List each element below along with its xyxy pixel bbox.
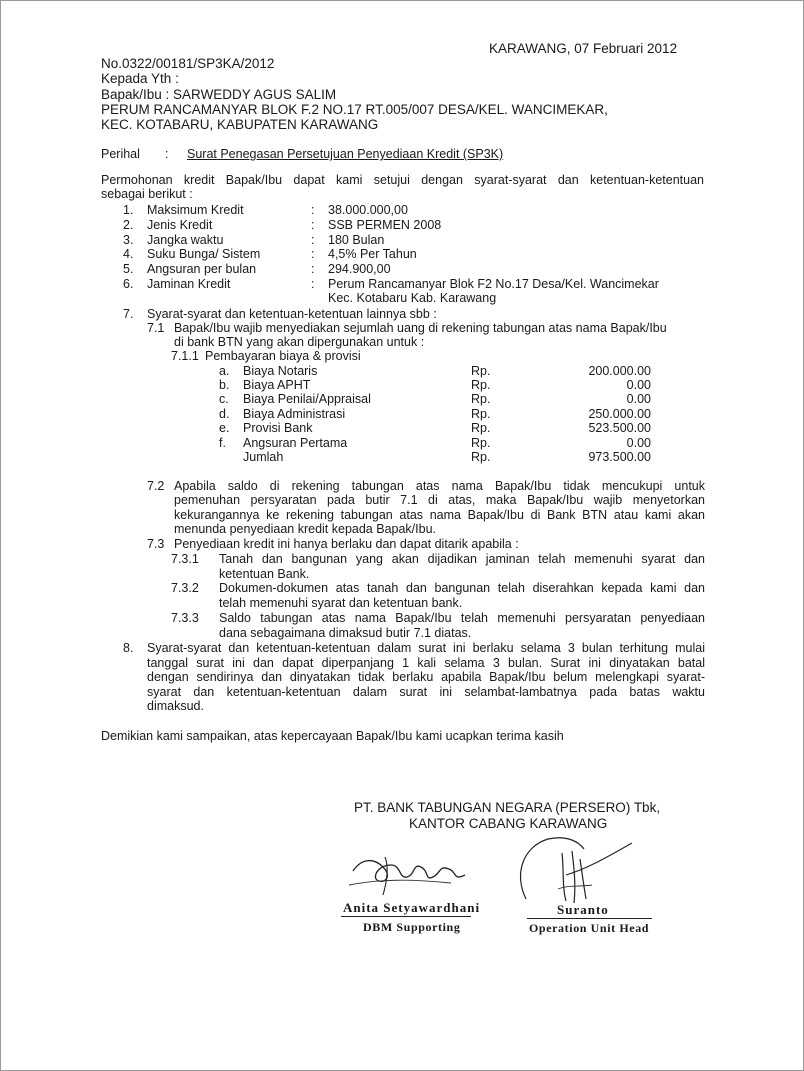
fee-letter: d. [219, 407, 230, 421]
item-number: 7. [123, 307, 134, 321]
fee-letter: c. [219, 392, 229, 406]
subsection-text: Pembayaran biaya & provisi [205, 349, 361, 363]
fee-currency: Rp. [471, 364, 491, 378]
fee-total-label: Jumlah [243, 450, 284, 464]
term-value: 4,5% Per Tahun [328, 247, 417, 261]
term-value: 180 Bulan [328, 233, 385, 247]
fee-amount: 0.00 [626, 378, 651, 392]
right-signatory-title: Operation Unit Head [529, 921, 650, 935]
fee-name: Biaya Administrasi [243, 407, 346, 421]
subsection-line: Dokumen-dokumen atas tanah dan bangunan telah diserahkan kepada kami dan [219, 581, 705, 595]
branch-name: KANTOR CABANG KARAWANG [409, 816, 608, 831]
term-value: SSB PERMEN 2008 [328, 218, 442, 232]
term-label: Suku Bunga/ Sistem [147, 247, 261, 261]
subsection-number: 7.3.2 [171, 581, 199, 595]
term-label: Jangka waktu [147, 233, 224, 247]
company-name: PT. BANK TABUNGAN NEGARA (PERSERO) Tbk, [354, 800, 661, 815]
subsection-line: dana sebagaimana dimaksud butir 7.1 diatas. [219, 626, 472, 640]
item-line: dengan sendirinya dan dinyatakan tidak berlaku apabila Bapak/Ibu belum melengkapi syarat- [147, 670, 705, 684]
term-value-continued: Kec. Kotabaru Kab. Karawang [328, 291, 497, 305]
term-label: Jenis Kredit [147, 218, 213, 232]
right-signatory-name: Suranto [557, 902, 609, 917]
recipient-line: Bapak/Ibu : SARWEDDY AGUS SALIM [101, 87, 337, 102]
section-line: menunda penyediaan kredit kepada Bapak/Ibu. [174, 522, 436, 536]
subject-colon: : [165, 147, 169, 161]
term-number: 4. [123, 247, 134, 261]
fee-currency: Rp. [471, 378, 491, 392]
fee-letter: f. [219, 436, 226, 450]
intro-line-1: Permohonan kredit Bapak/Ibu dapat kami setujui dengan syarat-syarat dan ketentuan-ketentuan [101, 173, 704, 187]
subject-label: Perihal [101, 147, 140, 161]
left-signatory-name: Anita Setyawardhani [343, 900, 481, 915]
section-line: Penyediaan kredit ini hanya berlaku dan dapat ditarik apabila : [174, 537, 519, 551]
address-line-2: KEC. KOTABARU, KABUPATEN KARAWANG [101, 117, 379, 132]
item-line: dimaksud. [147, 699, 204, 713]
term-value: 38.000.000,00 [328, 203, 408, 217]
left-signature-scribble [341, 841, 481, 901]
fee-name: Provisi Bank [243, 421, 313, 435]
term-label: Angsuran per bulan [147, 262, 257, 276]
section-line: Bapak/Ibu wajib menyediakan sejumlah uang di rekening tabungan atas nama Bapak/Ibu [174, 321, 667, 335]
item-line: tanggal surat ini dan dapat diperpanjang 1 kali selama 3 bulan. Surat ini dinyatakan batal [147, 656, 705, 670]
subsection-number: 7.3.1 [171, 552, 199, 566]
letter-number: No.0322/00181/SP3KA/2012 [101, 56, 275, 71]
term-colon: : [311, 247, 315, 261]
right-signature-line [527, 918, 652, 919]
term-number: 5. [123, 262, 134, 276]
fee-letter: a. [219, 364, 230, 378]
term-label: Maksimum Kredit [147, 203, 244, 217]
subsection-number: 7.1.1 [171, 349, 199, 363]
section-line: di bank BTN yang akan dipergunakan untuk : [174, 335, 425, 349]
term-colon: : [311, 277, 315, 291]
left-signatory-title: DBM Supporting [363, 920, 461, 934]
fee-amount: 0.00 [626, 392, 651, 406]
fee-currency: Rp. [471, 421, 491, 435]
address-line-1: PERUM RANCAMANYAR BLOK F.2 NO.17 RT.005/007 DESA/KEL. WANCIMEKAR, [101, 102, 608, 117]
fee-name: Biaya Notaris [243, 364, 318, 378]
left-signature-line [341, 916, 471, 917]
fee-total-currency: Rp. [471, 450, 491, 464]
section-number: 7.3 [147, 537, 165, 551]
subsection-line: Saldo tabungan atas nama Bapak/Ibu telah memenuhi persyaratan penyediaan [219, 611, 705, 625]
fee-name: Biaya APHT [243, 378, 311, 392]
section-number: 7.1 [147, 321, 165, 335]
subsection-number: 7.3.3 [171, 611, 199, 625]
fee-amount: 523.500.00 [588, 421, 651, 435]
fee-amount: 250.000.00 [588, 407, 651, 421]
intro-line-2: sebagai berikut : [101, 187, 193, 201]
section-number: 7.2 [147, 479, 165, 493]
to-label: Kepada Yth : [101, 71, 179, 86]
term-number: 3. [123, 233, 134, 247]
item-line: Syarat-syarat dan ketentuan-ketentuan dalam surat ini berlaku selama 3 bulan terhitung mulai [147, 641, 705, 655]
fee-currency: Rp. [471, 392, 491, 406]
fee-amount: 200.000.00 [588, 364, 651, 378]
section-line: Apabila saldo di rekening tabungan atas nama Bapak/Ibu tidak mencukupi untuk [174, 479, 705, 493]
term-colon: : [311, 218, 315, 232]
fee-name: Angsuran Pertama [243, 436, 348, 450]
term-number: 1. [123, 203, 134, 217]
term-label: Jaminan Kredit [147, 277, 231, 291]
fee-currency: Rp. [471, 436, 491, 450]
term-number: 2. [123, 218, 134, 232]
subsection-line: telah memenuhi syarat dan ketentuan bank. [219, 596, 463, 610]
fee-name: Biaya Penilai/Appraisal [243, 392, 371, 406]
term-value: 294.900,00 [328, 262, 391, 276]
section-line: pemenuhan persyaratan pada butir 7.1 di atas, maka Bapak/Ibu wajib menyetorkan [174, 493, 705, 507]
fee-currency: Rp. [471, 407, 491, 421]
subject-text: Surat Penegasan Persetujuan Penyediaan Kredit (SP3K) [187, 147, 504, 161]
item-line: syarat dan ketentuan-ketentuan dalam surat ini selambat-lambatnya pada batas waktu [147, 685, 705, 699]
subsection-line: Tanah dan bangunan yang akan dijadikan jaminan telah memenuhi syarat dan [219, 552, 705, 566]
section-line: kekurangannya ke rekening tabungan atas nama Bapak/Ibu di Bank BTN atau kami akan [174, 508, 705, 522]
place-date: KARAWANG, 07 Februari 2012 [489, 41, 678, 56]
term-colon: : [311, 203, 315, 217]
fee-letter: b. [219, 378, 230, 392]
term-value: Perum Rancamanyar Blok F2 No.17 Desa/Kel. Wancimekar [328, 277, 659, 291]
term-number: 6. [123, 277, 134, 291]
closing-sentence: Demikian kami sampaikan, atas kepercayaan Bapak/Ibu kami ucapkan terima kasih [101, 729, 564, 743]
fee-amount: 0.00 [626, 436, 651, 450]
term-colon: : [311, 262, 315, 276]
fee-total-amount: 973.500.00 [588, 450, 651, 464]
term-colon: : [311, 233, 315, 247]
fee-letter: e. [219, 421, 230, 435]
subsection-line: ketentuan Bank. [219, 567, 310, 581]
item-text: Syarat-syarat dan ketentuan-ketentuan lainnya sbb : [147, 307, 437, 321]
item-number: 8. [123, 641, 134, 655]
